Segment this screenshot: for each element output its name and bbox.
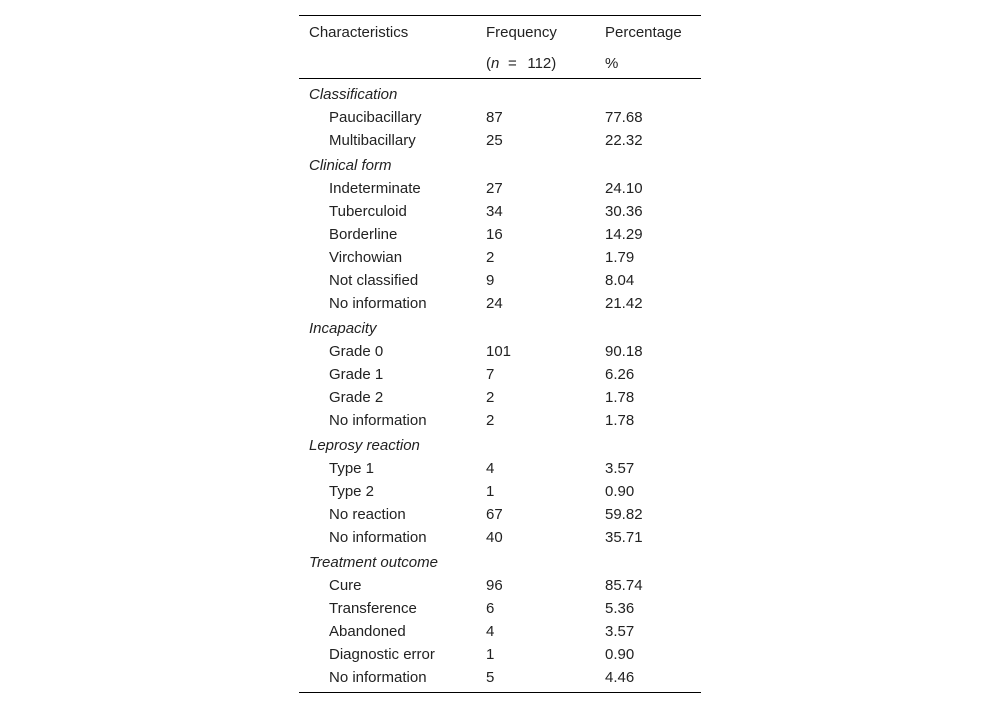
row-frequency: 5	[486, 669, 495, 686]
row-frequency: 7	[486, 366, 495, 383]
row-frequency: 16	[486, 226, 503, 243]
row-frequency: 4	[486, 623, 495, 640]
row-percentage: 0.90	[605, 646, 635, 663]
row-percentage: 22.32	[605, 132, 643, 149]
row-label: Grade 0	[329, 343, 384, 360]
row-label: No reaction	[329, 506, 406, 523]
row-label: No information	[329, 412, 427, 429]
row-percentage: 3.57	[605, 623, 635, 640]
row-percentage: 14.29	[605, 226, 643, 243]
group-row	[299, 315, 701, 340]
row-label: Diagnostic error	[329, 646, 435, 663]
sample-size-value: 112)	[527, 55, 557, 72]
table-row	[299, 643, 701, 666]
row-percentage: 0.90	[605, 483, 635, 500]
table-row	[299, 409, 701, 432]
row-percentage: 3.57	[605, 460, 635, 477]
table-row	[299, 106, 701, 129]
table-row	[299, 620, 701, 643]
row-label: No information	[329, 295, 427, 312]
row-frequency: 101	[486, 343, 512, 360]
row-frequency: 87	[486, 109, 503, 126]
row-label: Tuberculoid	[329, 203, 407, 220]
row-frequency: 2	[486, 249, 495, 266]
row-frequency: 27	[486, 180, 503, 197]
table-row	[299, 129, 701, 152]
table-header	[299, 16, 701, 79]
row-label: Virchowian	[329, 249, 403, 266]
sample-size-symbol: n	[491, 55, 500, 72]
row-label: Grade 1	[329, 366, 384, 383]
row-percentage: 90.18	[605, 343, 643, 360]
table-row	[299, 386, 701, 409]
row-percentage: 85.74	[605, 577, 643, 594]
header-characteristics: Characteristics	[309, 24, 409, 41]
row-percentage: 1.79	[605, 249, 635, 266]
header-sample-size	[486, 55, 556, 73]
table-row	[299, 363, 701, 386]
row-percentage: 21.42	[605, 295, 643, 312]
header-percent-symbol: %	[605, 55, 619, 72]
row-percentage: 4.46	[605, 669, 635, 686]
table-row	[299, 480, 701, 503]
row-label: Not classified	[329, 272, 419, 289]
row-frequency: 9	[486, 272, 495, 289]
header-percentage: Percentage	[605, 24, 682, 41]
table-row	[299, 526, 701, 549]
sample-size-open: (	[486, 55, 491, 72]
row-label: Multibacillary	[329, 132, 416, 149]
group-title: Treatment outcome	[309, 554, 438, 571]
row-frequency: 1	[486, 646, 495, 663]
row-label: Borderline	[329, 226, 398, 243]
table-body	[299, 79, 701, 692]
row-percentage: 30.36	[605, 203, 643, 220]
row-label: Indeterminate	[329, 180, 421, 197]
group-title: Clinical form	[309, 157, 392, 174]
table-row	[299, 200, 701, 223]
table-row	[299, 666, 701, 689]
row-label: Transference	[329, 600, 417, 617]
row-frequency: 40	[486, 529, 503, 546]
row-frequency: 1	[486, 483, 495, 500]
table-row	[299, 457, 701, 480]
row-percentage: 24.10	[605, 180, 643, 197]
row-label: Type 2	[329, 483, 375, 500]
row-frequency: 34	[486, 203, 503, 220]
row-label: Cure	[329, 577, 362, 594]
characteristics-table	[299, 15, 701, 693]
row-label: Abandoned	[329, 623, 406, 640]
table-row	[299, 177, 701, 200]
group-row	[299, 432, 701, 457]
row-label: Paucibacillary	[329, 109, 422, 126]
row-percentage: 1.78	[605, 412, 635, 429]
table-row	[299, 246, 701, 269]
row-label: No information	[329, 529, 427, 546]
row-label: No information	[329, 669, 427, 686]
group-title: Leprosy reaction	[309, 437, 420, 454]
header-frequency: Frequency	[486, 24, 557, 41]
table-row	[299, 340, 701, 363]
row-percentage: 77.68	[605, 109, 643, 126]
row-frequency: 2	[486, 412, 495, 429]
row-frequency: 6	[486, 600, 495, 617]
row-percentage: 35.71	[605, 529, 643, 546]
row-frequency: 24	[486, 295, 503, 312]
row-frequency: 2	[486, 389, 495, 406]
row-label: Type 1	[329, 460, 375, 477]
row-percentage: 8.04	[605, 272, 635, 289]
row-frequency: 96	[486, 577, 503, 594]
table-row	[299, 223, 701, 246]
table-row	[299, 597, 701, 620]
table-row	[299, 269, 701, 292]
row-percentage: 6.26	[605, 366, 635, 383]
sample-size-equals: =	[507, 55, 517, 72]
table-row	[299, 292, 701, 315]
table-row	[299, 503, 701, 526]
group-title: Classification	[309, 86, 398, 103]
row-percentage: 5.36	[605, 600, 635, 617]
group-title: Incapacity	[309, 320, 377, 337]
row-percentage: 59.82	[605, 506, 643, 523]
row-label: Grade 2	[329, 389, 384, 406]
group-row	[299, 549, 701, 574]
row-frequency: 4	[486, 460, 495, 477]
row-frequency: 25	[486, 132, 503, 149]
table-row	[299, 574, 701, 597]
group-row	[299, 152, 701, 177]
row-frequency: 67	[486, 506, 503, 523]
group-row	[299, 81, 701, 106]
row-percentage: 1.78	[605, 389, 635, 406]
